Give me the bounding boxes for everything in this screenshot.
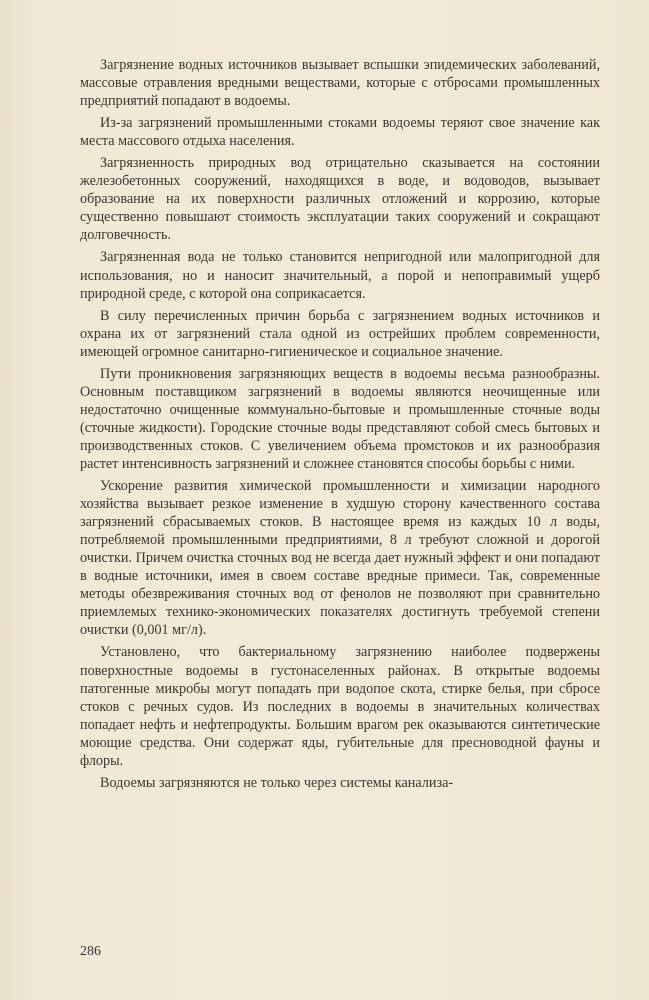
paragraph-7: Ускорение развития химической промышленности и химизации народного хозяйства вызывает резкое изменение в худшую сторону качественного состава загрязнений сбрасываемых стоков. В настоящее время из каждых 10 л воды, потребляемой промышленными предприятиями, 8 л требуют сложной и дорогой очистки. Причем очистка сточных вод не всегда дает нужный эффект и они попадают в водные источники, имея в своем составе вредные примеси. Так, современные методы обезвреживания сточных вод от фенолов не позволяют при сравнительно приемлемых технико-экономических показателях достигнуть требуемой степени очистки (0,001 мг/л).	[80, 478, 600, 639]
paragraph-9: Водоемы загрязняются не только через системы канализа-	[100, 774, 454, 791]
paragraph-6: Пути проникновения загрязняющих веществ в водоемы весьма разнообразны. Основным поставщиком загрязнений в водоемы являются неочищенные или недостаточно очищенные коммунально-бытовые и промышленные сточные воды (сточные жидкости). Городские сточные воды представляют собой смесь бытовых и производственных стоков. С увеличением объема промстоков и их разнообразия растет интенсивность загрязнений и сложнее становятся способы борьбы с ними.	[80, 365, 600, 472]
paragraph-4: Загрязненная вода не только становится непригодной или малопригодной для использования, но и наносит значительный, а порой и непоправимый ущерб природной среде, с которой она соприкасается.	[80, 249, 600, 302]
page-number: 286	[80, 944, 101, 959]
paragraph-3: Загрязненность природных вод отрицательно сказывается на состоянии железобетонных сооружений, находящихся в воде, и водоводов, вызывает образование на их поверхности различных отложений и коррозию, которые существенно повышают стоимость эксплуатации таких сооружений и сокращают долговечность.	[80, 155, 600, 244]
paragraph-1: Загрязнение водных источников вызывает вспышки эпидемических заболеваний, массовые отравления вредными веществами, которые с отбросами промышленных предприятий попадают в водоемы.	[80, 57, 600, 110]
paragraph-8: Установлено, что бактериальному загрязнению наиболее подвержены поверхностные водоемы в густонаселенных районах. В открытые водоемы патогенные микробы могут попадать при водопое скота, стирке белья, при сбросе стоков с речных судов. Из последних в водоемы в значительных количествах попадает нефть и нефтепродукты. Большим врагом рек оказываются синтетические моющие средства. Они содержат яды, губительные для пресноводной фауны и флоры.	[80, 644, 600, 769]
paragraph-5: В силу перечисленных причин борьба с загрязнением водных источников и охрана их от загрязнений стала одной из острейших проблем современности, имеющей огромное санитарно-гигиеническое и социальное значение.	[80, 307, 600, 360]
paragraph-2: Из-за загрязнений промышленными стоками водоемы теряют свое значение как места массового отдыха населения.	[80, 115, 600, 150]
body-text	[80, 56, 600, 792]
